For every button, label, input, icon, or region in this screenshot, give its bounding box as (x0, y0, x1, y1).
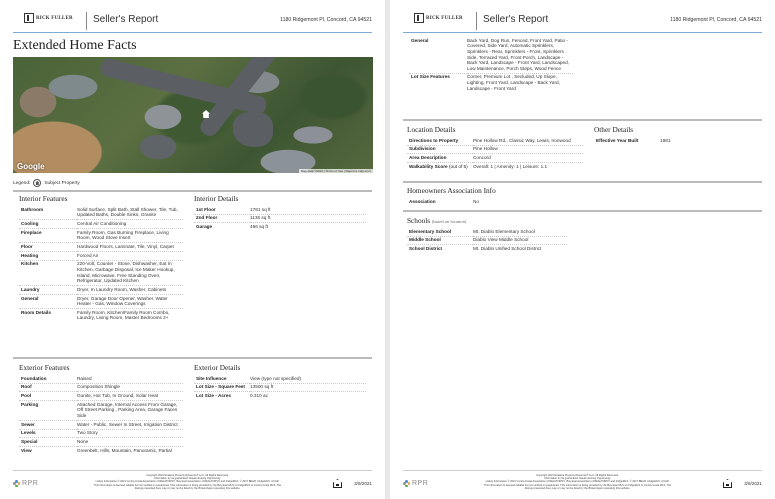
row-label: Pool (19, 392, 77, 401)
footer-line: This information is deemed reliable but not verified or guaranteed. This information is being provided by the Bay East MLS or bridgeMLS or Contra Costa MLS. The (483, 483, 672, 487)
row-label: Bathroom (19, 206, 77, 220)
table-row (409, 37, 573, 73)
footer-copyright: Copyright 2021 Realtors Property Resource® LLC. All Rights Reserved. (146, 474, 229, 477)
footer-line: Information is not guaranteed. Equal Housing Opportunity. (544, 477, 611, 481)
other-details-section (594, 125, 754, 145)
rpr-logo-text: RPR (412, 480, 429, 487)
table-row (407, 236, 567, 245)
exterior-features-table (19, 375, 183, 455)
row-value: 466 sq ft (250, 224, 268, 230)
legend-item: Subject Property (44, 180, 80, 186)
section-title: Other Details (594, 125, 634, 134)
table-row (194, 223, 366, 231)
report-page-1 (0, 0, 385, 499)
table-row (19, 429, 183, 438)
section-title (407, 216, 567, 225)
row-value: Composition Shingle (77, 383, 183, 392)
row-label: Roof (19, 383, 77, 392)
header-divider (476, 12, 477, 30)
footer-line: Listing Information © 2021 Contra Costa Association of REALTORS®, Bay East Association of REALTORS® and bridgeMLS. © 2017 BEAR, bridgeMLS, CCAR. (95, 480, 280, 484)
row-value: Dryer, Garage Door Opener, Washer, Water Heater - Gas, Window Coverings (77, 294, 183, 308)
table-row (194, 392, 366, 400)
row-value: Mt. Diablo Unified School District (473, 246, 542, 252)
row-value: Central Air Conditioning (77, 220, 183, 229)
house-pin-icon (33, 179, 41, 187)
walkability-label: Walkability Score (409, 163, 448, 169)
map-legend (13, 179, 80, 187)
footer-line: Information is not guaranteed. Equal Housing Opportunity. (154, 477, 221, 481)
row-label: General (409, 37, 467, 73)
row-value: Diablo View Middle School (473, 236, 567, 245)
hoa-table (407, 198, 567, 206)
row-label: Directions to Property (407, 137, 473, 145)
row-value: 220-Volt, Counter - Stone, Dishwasher, Eat In Kitchen, Garbage Disposal, Ice Maker Hookup, Island, Microwave, Free Standing Oven, Refrigerator, Updated Kitchen (77, 260, 183, 285)
rpr-logo (13, 480, 38, 487)
row-value: Family Room, Kitchen/Family Room Combo, Laundry, Living Room, Master Bedrooms 2+ (77, 309, 170, 321)
page-header (403, 8, 762, 33)
table-row (19, 220, 183, 229)
table-row (19, 228, 183, 242)
row-label: Lot Size - Acres (196, 393, 231, 399)
table-row (19, 251, 183, 260)
rpr-logo-icon (13, 480, 20, 487)
row-label: Parking (19, 401, 77, 421)
brand-logo-icon (24, 13, 34, 23)
row-label: Lot Size - Square Feet (194, 383, 250, 392)
section-divider (403, 119, 762, 121)
brand-logo-icon (414, 13, 424, 23)
row-value: Greenbelt, Hills, Mountain, Panoramic, Partial (77, 447, 172, 453)
table-row (19, 420, 183, 429)
table-row (19, 383, 183, 392)
exterior-features-continued-table (409, 37, 573, 93)
row-value: Corner, Premium Lot , Secluded, Up Slope, Lighting, Front Yard, Landscape - Back Yard, Landscape - Front Yard (467, 74, 560, 91)
row-label: Middle School (407, 236, 473, 245)
walkability-note: (out of 5) (448, 163, 468, 169)
table-row (407, 137, 583, 145)
exterior-features-section (19, 363, 183, 455)
table-row (19, 401, 183, 421)
row-value: Pine Hollow Rd., Classic Way, Lewis, Ironwood (473, 137, 583, 145)
row-label: Special (19, 438, 77, 447)
section-title: Location Details (407, 125, 456, 134)
row-label: Kitchen (19, 260, 77, 285)
section-divider (403, 181, 762, 183)
section-title: Exterior Details (194, 363, 241, 372)
brand-logo (414, 13, 463, 23)
footer-line: listings presented here may or may not be listed by the Broker/Agent operating this website. (134, 486, 241, 490)
row-label: Association (409, 198, 436, 204)
exterior-features-continued (409, 37, 573, 93)
google-logo: Google (17, 162, 45, 171)
row-label: Lot Size Features (411, 74, 450, 80)
table-row (407, 245, 567, 253)
legend-label: Legend: (13, 180, 31, 186)
row-label: Foundation (19, 375, 77, 383)
row-value: Raised (77, 375, 183, 383)
row-label: 1st Floor (194, 206, 250, 214)
section-title: Homeowners Association Info (407, 186, 496, 195)
footer-copyright: Copyright 2021 Realtors Property Resource® LLC. All Rights Reserved. (536, 474, 619, 477)
property-address: 1180 Ridgemont Pl, Concord, CA 94521 (280, 17, 372, 23)
row-value: 1981 (660, 137, 671, 143)
page-footer (13, 470, 372, 496)
aerial-map[interactable] (13, 57, 373, 173)
page-header (13, 8, 372, 33)
row-label: Garage (196, 224, 213, 230)
table-row (19, 294, 183, 308)
row-value: Hardwood Floors, Laminate, Tile, Vinyl, Carpet (77, 243, 183, 252)
row-label: School District (409, 246, 443, 252)
row-value: Solid Surface, Split Bath, Stall Shower, Tile, Tub, Updated Baths, Double Sinks, Granite (77, 206, 183, 220)
report-date: 3/9/2021 (354, 481, 372, 486)
row-value: View (type not specified) (250, 375, 366, 383)
table-row (194, 206, 366, 214)
report-page-2 (390, 0, 775, 499)
section-title: Exterior Features (19, 363, 70, 372)
row-label: Fireplace (19, 228, 77, 242)
header-divider (86, 12, 87, 30)
table-row (194, 214, 366, 223)
table-row (19, 392, 183, 401)
footer-line: This information is deemed reliable but not verified or guaranteed. This information is being provided by the Bay East MLS or bridgeMLS or Contra Costa MLS. The (93, 483, 282, 487)
section-divider (13, 357, 372, 359)
row-label: View (21, 447, 32, 453)
row-value: Forced Air (77, 251, 183, 260)
footer-legal (58, 474, 317, 490)
table-row (19, 375, 183, 383)
equal-housing-icon (333, 479, 342, 488)
map-road (233, 112, 273, 147)
row-label: Room Details (21, 309, 51, 315)
row-value: Mt. Diablo Elementary School (473, 228, 567, 236)
section-divider (13, 190, 372, 192)
section-title: Interior Features (19, 194, 68, 203)
row-label: Subdivision (407, 145, 473, 154)
report-title: Seller's Report (483, 14, 549, 25)
brand-logo (24, 13, 73, 23)
row-value: Concord (473, 154, 583, 163)
footer-line: Listing Information © 2021 Contra Costa Association of REALTORS®, Bay East Association of REALTORS® and bridgeMLS. © 2017 BEAR, bridgeMLS, CCAR. (485, 480, 670, 484)
interior-details-section (194, 194, 366, 231)
table-row (194, 383, 366, 392)
row-value: 13500 sq ft (250, 383, 366, 392)
rpr-logo-icon (403, 480, 410, 487)
row-value: Pine Hollow (473, 145, 583, 154)
row-value: Water - Public, Sewer In Street, Irrigation District (77, 420, 183, 429)
row-label: Heating (19, 251, 77, 260)
row-label: Area Description (407, 154, 473, 163)
row-label: Site Influence (194, 375, 250, 383)
rpr-logo (403, 480, 428, 487)
location-details-table (407, 137, 583, 171)
table-row (594, 137, 754, 145)
row-label: General (19, 294, 77, 308)
exterior-details-table (194, 375, 366, 400)
interior-features-section (19, 194, 183, 322)
page-title: Extended Home Facts (13, 38, 137, 53)
row-value: Family Room, Gas Burning Fireplace, Living Room, Wood Stove Insert (77, 228, 183, 242)
brand-name: RICK FULLER (426, 15, 463, 21)
table-row (409, 73, 573, 92)
row-label: Floor (19, 243, 77, 252)
property-address: 1180 Ridgemont Pl, Concord, CA 94521 (670, 17, 762, 23)
schools-table (407, 228, 567, 253)
table-row (407, 198, 567, 206)
row-value: Attached Garage, Internal Access From Garage, Off Street Parking , Parking Area, Garage Faces Side (77, 401, 183, 421)
table-row (19, 243, 183, 252)
row-label: Effective Year Built (596, 137, 639, 143)
table-row (19, 438, 183, 447)
row-value: Dryer, In Laundry Room, Washer, Cabinets (77, 286, 183, 295)
table-row (19, 447, 183, 455)
table-row (407, 154, 583, 163)
row-label (407, 163, 473, 171)
report-title: Seller's Report (93, 14, 159, 25)
table-row (194, 375, 366, 383)
table-row (407, 145, 583, 154)
map-credits[interactable]: Map data ©2021 | Terms of Use | Report a map error (300, 169, 371, 173)
table-row (407, 228, 567, 236)
table-row (19, 260, 183, 285)
table-row (19, 309, 183, 323)
table-row (407, 163, 583, 171)
row-value: No (473, 198, 479, 204)
row-value: 1781 sq ft (250, 206, 366, 214)
row-label: Laundry (19, 286, 77, 295)
row-value: 0.310 ac (250, 393, 268, 399)
row-value: 1136 sq ft (250, 214, 366, 223)
footer-line: listings presented here may or may not be listed by the Broker/Agent operating this website. (524, 486, 631, 490)
interior-details-table (194, 206, 366, 231)
section-divider (403, 210, 762, 212)
table-row (19, 286, 183, 295)
row-value: Gunite, Hot Tub, In Ground, Solar Heat (77, 392, 183, 401)
row-label: Cooling (19, 220, 77, 229)
rpr-logo-text: RPR (22, 480, 39, 487)
brand-name: RICK FULLER (36, 15, 73, 21)
schools-title: Schools (407, 216, 431, 225)
exterior-details-section (194, 363, 366, 400)
report-date: 3/9/2021 (744, 481, 762, 486)
row-value: Back Yard, Dog Run, Fenced, Front Yard, Patio - Covered, Side Yard, Automatic Sprinklers, Sprinklers - Rear, Sprinklers - Front, Sprinklers Side, Terraced Yard, Front Porch, Landscape - Back Yard, Landscape - Front Yard, Landscaped, Low Maintenance, Porch Steps, Wood Fence (467, 37, 573, 73)
page-footer (403, 470, 762, 496)
table-row (19, 206, 183, 220)
row-label: Levels (19, 429, 77, 438)
hoa-section (407, 186, 567, 206)
section-title: Interior Details (194, 194, 239, 203)
row-value: None (77, 438, 183, 447)
row-label: Elementary School (407, 228, 473, 236)
row-value: Overall: 1 | Amenity: 1 | Leisure: 1.1 (473, 163, 548, 169)
row-value: Two Story (77, 429, 183, 438)
other-details-table (594, 137, 754, 145)
schools-section (407, 216, 567, 253)
footer-legal (448, 474, 707, 490)
row-label: 2nd Floor (194, 214, 250, 223)
interior-features-table (19, 206, 183, 322)
equal-housing-icon (723, 479, 732, 488)
location-details-section (407, 125, 583, 171)
row-label: Sewer (19, 420, 77, 429)
schools-note: (based on location) (431, 219, 467, 224)
